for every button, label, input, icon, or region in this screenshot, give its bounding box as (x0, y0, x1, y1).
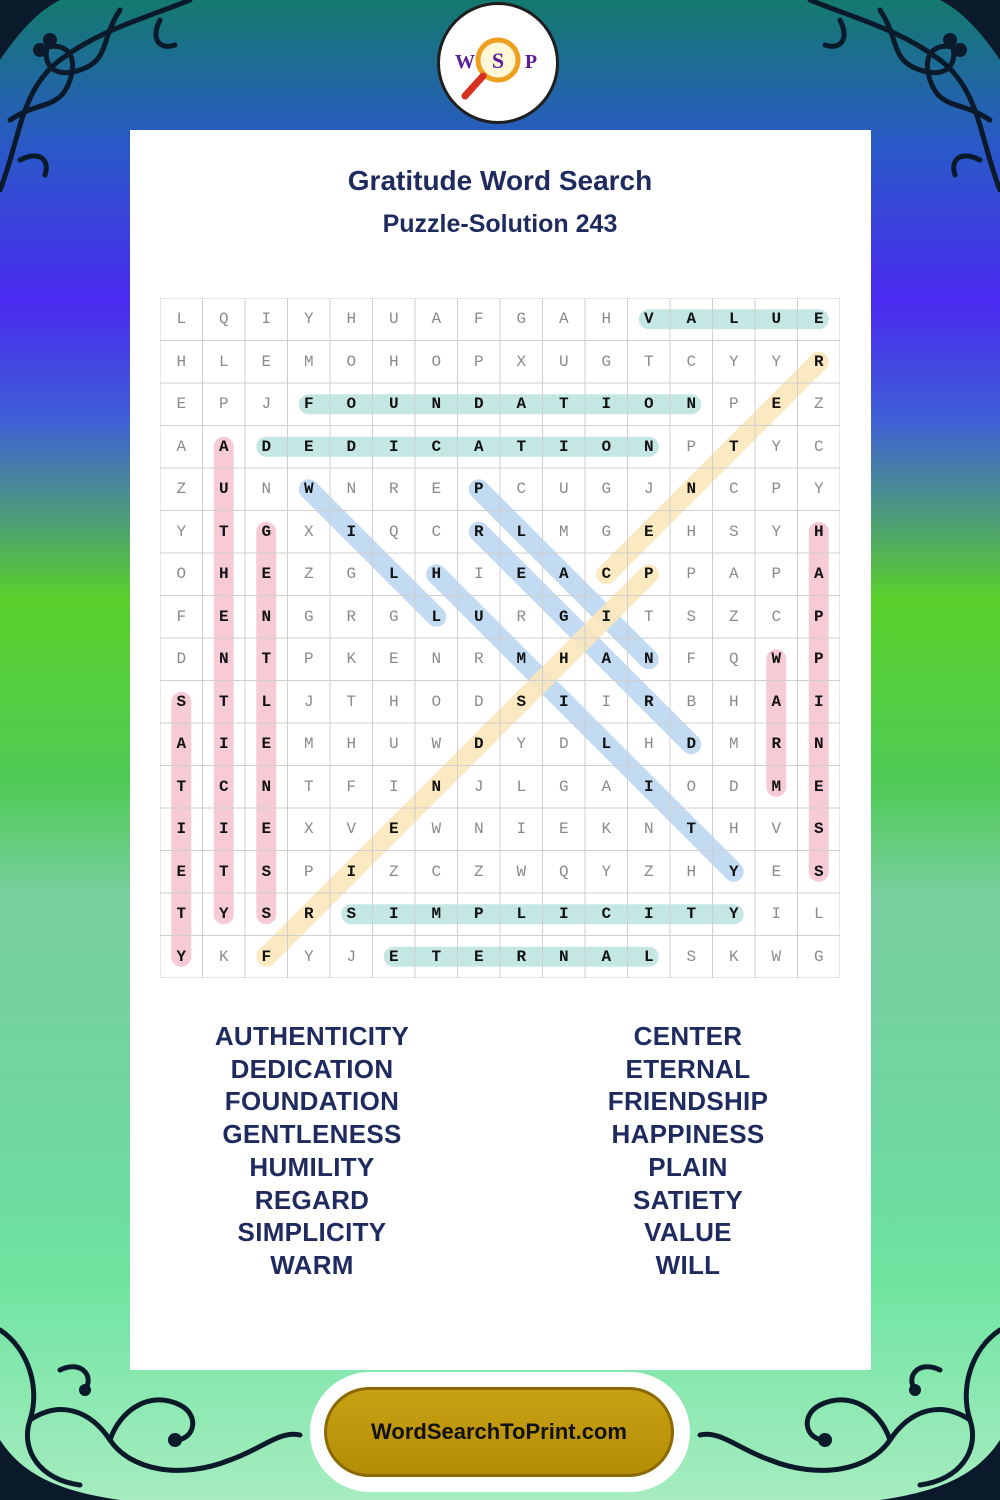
grid-cell: C (218, 777, 229, 796)
word-list-item: CENTER (633, 1021, 743, 1051)
grid-cell: N (686, 480, 697, 499)
grid-cell: U (388, 735, 399, 754)
grid-cell: N (431, 650, 442, 669)
grid-cell: L (218, 352, 229, 371)
grid-cell: G (261, 522, 272, 541)
grid-cell: E (261, 820, 272, 839)
grid-cell: N (431, 395, 442, 414)
grid-cell: W (303, 480, 314, 499)
grid-cell: E (473, 947, 484, 966)
grid-cell: G (601, 352, 612, 371)
grid-cell: G (601, 522, 612, 541)
grid-cell: I (473, 565, 484, 584)
grid-cell: D (473, 692, 484, 711)
grid-cell: D (346, 437, 357, 456)
grid-cell: P (686, 437, 697, 456)
grid-cell: H (558, 650, 569, 669)
grid-cell: L (431, 607, 442, 626)
grid-cell: Y (601, 862, 612, 881)
grid-cell: Q (728, 650, 739, 669)
grid-cell: T (728, 437, 739, 456)
grid-cell: G (601, 480, 612, 499)
grid-cell: N (261, 480, 272, 499)
grid-cell: Y (813, 480, 824, 499)
grid-cell: L (813, 905, 824, 924)
grid-cell: E (516, 565, 527, 584)
grid-cell: I (346, 862, 357, 881)
grid-cell: G (813, 947, 824, 966)
grid-cell: I (516, 820, 527, 839)
word-list-item: SATIETY (633, 1184, 743, 1215)
grid-cell: I (558, 905, 569, 924)
grid-cell: T (643, 352, 654, 371)
grid-cell: J (346, 947, 357, 966)
grid-cell: T (643, 607, 654, 626)
grid-cell: R (388, 480, 399, 499)
grid-cell: T (303, 777, 314, 796)
grid-cell: M (728, 735, 739, 754)
grid-cell: Z (176, 480, 187, 499)
grid-cell: H (431, 565, 442, 584)
grid-cell: G (558, 777, 569, 796)
grid-cell: Q (218, 310, 229, 329)
grid-cell: E (261, 352, 272, 371)
grid-cell: I (771, 905, 782, 924)
grid-cell: V (643, 310, 654, 329)
grid-cell: L (728, 310, 739, 329)
word-list-left (122, 1020, 502, 1282)
grid-cell: C (431, 862, 442, 881)
grid-cell: I (601, 607, 612, 626)
word-list-item: ETERNAL (625, 1053, 751, 1084)
grid-cell: E (558, 820, 569, 839)
grid-cell: P (473, 480, 484, 499)
grid-cell: K (728, 947, 739, 966)
word-list-item: FRIENDSHIP (607, 1086, 769, 1117)
grid-cell: L (601, 735, 612, 754)
grid-cell: X (516, 352, 527, 371)
grid-cell: H (686, 862, 697, 881)
grid-cell: M (771, 777, 782, 796)
grid-cell: E (771, 395, 782, 414)
grid-cell: A (728, 565, 739, 584)
grid-cell: T (218, 522, 229, 541)
grid-cell: Y (303, 947, 314, 966)
grid-cell: C (431, 437, 442, 456)
grid-cell: W (431, 820, 442, 839)
grid-cell: H (686, 522, 697, 541)
grid-cell: E (388, 820, 399, 839)
grid-cell: M (431, 905, 442, 924)
grid-cell: Z (728, 607, 739, 626)
grid-cell: D (473, 735, 484, 754)
grid-cell: U (771, 310, 782, 329)
grid-cell: F (176, 607, 187, 626)
grid-cell: H (601, 310, 612, 329)
grid-cell: Q (388, 522, 399, 541)
grid-cell: N (686, 395, 697, 414)
word-list-item: FOUNDATION (224, 1086, 400, 1117)
grid-cell: R (516, 607, 527, 626)
grid-cell: A (601, 947, 612, 966)
grid-cell: T (686, 905, 697, 924)
grid-cell: C (686, 352, 697, 371)
grid-cell: E (813, 310, 824, 329)
word-list-item: GENTLENESS (222, 1119, 402, 1150)
grid-cell: H (346, 735, 357, 754)
grid-cell: U (473, 607, 484, 626)
grid-cell: I (261, 310, 272, 329)
grid-cell: E (261, 735, 272, 754)
grid-cell: C (516, 480, 527, 499)
grid-cell: L (176, 310, 187, 329)
grid-cell: V (771, 820, 782, 839)
grid-cell: S (813, 862, 824, 881)
grid-cell: S (346, 905, 357, 924)
word-list-item: HAPPINESS (611, 1119, 765, 1150)
grid-cell: S (686, 947, 697, 966)
grid-cell: L (516, 777, 527, 796)
grid-cell: N (558, 947, 569, 966)
grid-cell: F (303, 395, 314, 414)
grid-cell: T (686, 820, 697, 839)
grid-cell: U (388, 395, 399, 414)
grid-cell: L (643, 947, 654, 966)
grid-cell: L (388, 565, 399, 584)
grid-cell: D (261, 437, 272, 456)
grid-cell: A (771, 692, 782, 711)
grid-cell: H (728, 692, 739, 711)
grid-cell: E (261, 565, 272, 584)
grid-cell: G (303, 607, 314, 626)
grid-cell: R (813, 352, 824, 371)
grid-cell: H (388, 692, 399, 711)
grid-cell: P (303, 650, 314, 669)
grid-cell: T (261, 650, 272, 669)
grid-cell: Y (516, 735, 527, 754)
grid-cell: N (218, 650, 229, 669)
logo-letter-w: W (455, 51, 475, 73)
grid-cell: N (643, 437, 654, 456)
grid-cell: P (218, 395, 229, 414)
grid-cell: M (303, 735, 314, 754)
grid-cell: I (601, 395, 612, 414)
grid-cell: Z (388, 862, 399, 881)
grid-cell: P (771, 565, 782, 584)
grid-cell: A (813, 565, 824, 584)
grid-cell: Z (303, 565, 314, 584)
grid-cell: O (176, 565, 187, 584)
grid-cell: K (601, 820, 612, 839)
word-list-item: HUMILITY (249, 1151, 375, 1182)
grid-cell: E (388, 650, 399, 669)
grid-cell: X (303, 522, 314, 541)
grid-cell: C (728, 480, 739, 499)
grid-cell: M (303, 352, 314, 371)
grid-cell: G (388, 607, 399, 626)
page-title: Gratitude Word Search (347, 165, 653, 196)
site-logo[interactable] (437, 2, 559, 124)
grid-cell: R (473, 522, 484, 541)
grid-cell: E (176, 862, 187, 881)
grid-cell: C (431, 522, 442, 541)
grid-cell: P (771, 480, 782, 499)
grid-cell: G (558, 607, 569, 626)
grid-cell: O (431, 352, 442, 371)
grid-cell: L (261, 692, 272, 711)
grid-cell: A (431, 310, 442, 329)
grid-cell: Z (473, 862, 484, 881)
footer-site-name: WordSearchToPrint.com (371, 1419, 627, 1444)
grid-cell: I (601, 692, 612, 711)
grid-cell: R (771, 735, 782, 754)
grid-cell: Z (643, 862, 654, 881)
grid-cell: I (388, 905, 399, 924)
grid-cell: M (558, 522, 569, 541)
grid-cell: E (218, 607, 229, 626)
grid-cell: N (643, 820, 654, 839)
grid-cell: O (643, 395, 654, 414)
grid-cell: U (558, 480, 569, 499)
grid-cell: N (346, 480, 357, 499)
grid-cell: N (473, 820, 484, 839)
grid-cell: I (388, 777, 399, 796)
grid-cell: E (813, 777, 824, 796)
grid-cell: W (771, 650, 782, 669)
grid-cell: Y (218, 905, 229, 924)
grid-cell: E (176, 395, 187, 414)
grid-cell: T (176, 777, 187, 796)
grid-cell: F (473, 310, 484, 329)
grid-cell: V (346, 820, 357, 839)
grid-cell: P (813, 607, 824, 626)
grid-cell: Y (771, 437, 782, 456)
grid-cell: G (346, 565, 357, 584)
grid-cell: P (473, 905, 484, 924)
word-list-item: WARM (270, 1249, 354, 1280)
grid-cell: H (728, 820, 739, 839)
grid-cell: C (601, 905, 612, 924)
grid-cell: O (431, 692, 442, 711)
grid-cell: G (516, 310, 527, 329)
grid-cell: N (643, 650, 654, 669)
grid-cell: S (686, 607, 697, 626)
grid-cell: T (218, 862, 229, 881)
word-list-item: AUTHENTICITY (214, 1021, 410, 1051)
grid-cell: I (218, 735, 229, 754)
grid-cell: E (643, 522, 654, 541)
grid-cell: P (728, 395, 739, 414)
grid-cell: C (813, 437, 824, 456)
grid-cell: H (176, 352, 187, 371)
grid-cell: Y (176, 522, 187, 541)
grid-cell: J (303, 692, 314, 711)
logo-letter-p: P (524, 51, 538, 73)
grid-cell: P (813, 650, 824, 669)
grid-cell: I (558, 692, 569, 711)
grid-cell: T (218, 692, 229, 711)
grid-cell: A (558, 565, 569, 584)
grid-cell: I (558, 437, 569, 456)
grid-cell: O (601, 437, 612, 456)
grid-cell: E (771, 862, 782, 881)
grid-cell: S (516, 692, 527, 711)
grid-cell: D (728, 777, 739, 796)
grid-cell: A (516, 395, 527, 414)
grid-cell: D (176, 650, 187, 669)
grid-cell: I (813, 692, 824, 711)
grid-cell: U (388, 310, 399, 329)
grid-cell: A (686, 310, 697, 329)
grid-cell: K (218, 947, 229, 966)
grid-cell: I (176, 820, 187, 839)
word-list-right (498, 1020, 878, 1282)
grid-cell: F (686, 650, 697, 669)
grid-cell: M (516, 650, 527, 669)
grid-cell: E (303, 437, 314, 456)
grid-cell: S (261, 862, 272, 881)
footer-link-button[interactable] (324, 1387, 674, 1477)
grid-cell: S (728, 522, 739, 541)
grid-cell: Y (728, 352, 739, 371)
grid-cell: J (261, 395, 272, 414)
word-list-item: DEDICATION (230, 1053, 394, 1084)
word-list-item: VALUE (644, 1217, 732, 1248)
grid-cell: A (176, 735, 187, 754)
grid-cell: P (473, 352, 484, 371)
grid-cell: P (643, 565, 654, 584)
grid-cell: Y (771, 352, 782, 371)
grid-cell: H (218, 565, 229, 584)
grid-cell: A (218, 437, 229, 456)
grid-cell: I (388, 437, 399, 456)
grid-cell: A (601, 777, 612, 796)
grid-cell: A (176, 437, 187, 456)
grid-cell: E (388, 947, 399, 966)
grid-cell: N (261, 777, 272, 796)
grid-cell: S (261, 905, 272, 924)
grid-cell: A (601, 650, 612, 669)
grid-cell: L (516, 905, 527, 924)
grid-cell: J (473, 777, 484, 796)
grid-cell: Y (728, 905, 739, 924)
grid-cell: W (771, 947, 782, 966)
grid-cell: T (176, 905, 187, 924)
grid-cell: N (431, 777, 442, 796)
grid-cell: L (516, 522, 527, 541)
grid-cell: P (303, 862, 314, 881)
grid-cell: A (558, 310, 569, 329)
grid-cell: P (686, 565, 697, 584)
grid-cell: X (303, 820, 314, 839)
grid-cell: E (431, 480, 442, 499)
grid-cell: O (346, 395, 357, 414)
grid-cell: U (558, 352, 569, 371)
grid-cell: H (346, 310, 357, 329)
grid-cell: O (346, 352, 357, 371)
word-list-item: PLAIN (648, 1151, 728, 1182)
grid-cell: S (813, 820, 824, 839)
grid-cell: S (176, 692, 187, 711)
grid-cell: Z (813, 395, 824, 414)
grid-cell: T (346, 692, 357, 711)
logo-letter-s: S (491, 48, 505, 73)
grid-cell: Y (176, 947, 187, 966)
grid-cell: Y (728, 862, 739, 881)
grid-cell: H (813, 522, 824, 541)
grid-cell: F (261, 947, 272, 966)
word-list-item: SIMPLICITY (237, 1217, 387, 1248)
grid-cell: Y (303, 310, 314, 329)
page-subtitle: Puzzle-Solution 243 (382, 210, 618, 238)
grid-cell: T (431, 947, 442, 966)
grid-cell: D (473, 395, 484, 414)
word-list-item: WILL (655, 1249, 721, 1280)
grid-cell: H (643, 735, 654, 754)
grid-cell: K (346, 650, 357, 669)
letter-grid (160, 298, 840, 978)
grid-cell: R (303, 905, 314, 924)
grid-cell: C (771, 607, 782, 626)
grid-cell: W (431, 735, 442, 754)
grid-cell: I (643, 905, 654, 924)
grid-cell: H (388, 352, 399, 371)
grid-cell: B (686, 692, 697, 711)
grid-cell: R (516, 947, 527, 966)
word-list-item: REGARD (254, 1184, 370, 1215)
grid-cell: F (346, 777, 357, 796)
grid-cell: Y (771, 522, 782, 541)
grid-cell: C (601, 565, 612, 584)
puzzle-grid-area (160, 298, 840, 978)
grid-cell: I (346, 522, 357, 541)
grid-cell: D (558, 735, 569, 754)
grid-cell: D (686, 735, 697, 754)
grid-cell: R (473, 650, 484, 669)
grid-cell: T (516, 437, 527, 456)
grid-cell: J (643, 480, 654, 499)
grid-cell: U (218, 480, 229, 499)
grid-cell: I (218, 820, 229, 839)
magnifier-icon (443, 8, 553, 118)
grid-cell: A (473, 437, 484, 456)
grid-cell: Q (558, 862, 569, 881)
grid-cell: W (516, 862, 527, 881)
grid-cell: R (346, 607, 357, 626)
grid-cell: N (813, 735, 824, 754)
grid-cell: O (686, 777, 697, 796)
grid-cell: R (643, 692, 654, 711)
grid-cell: T (558, 395, 569, 414)
grid-cell: I (643, 777, 654, 796)
grid-cell: N (261, 607, 272, 626)
